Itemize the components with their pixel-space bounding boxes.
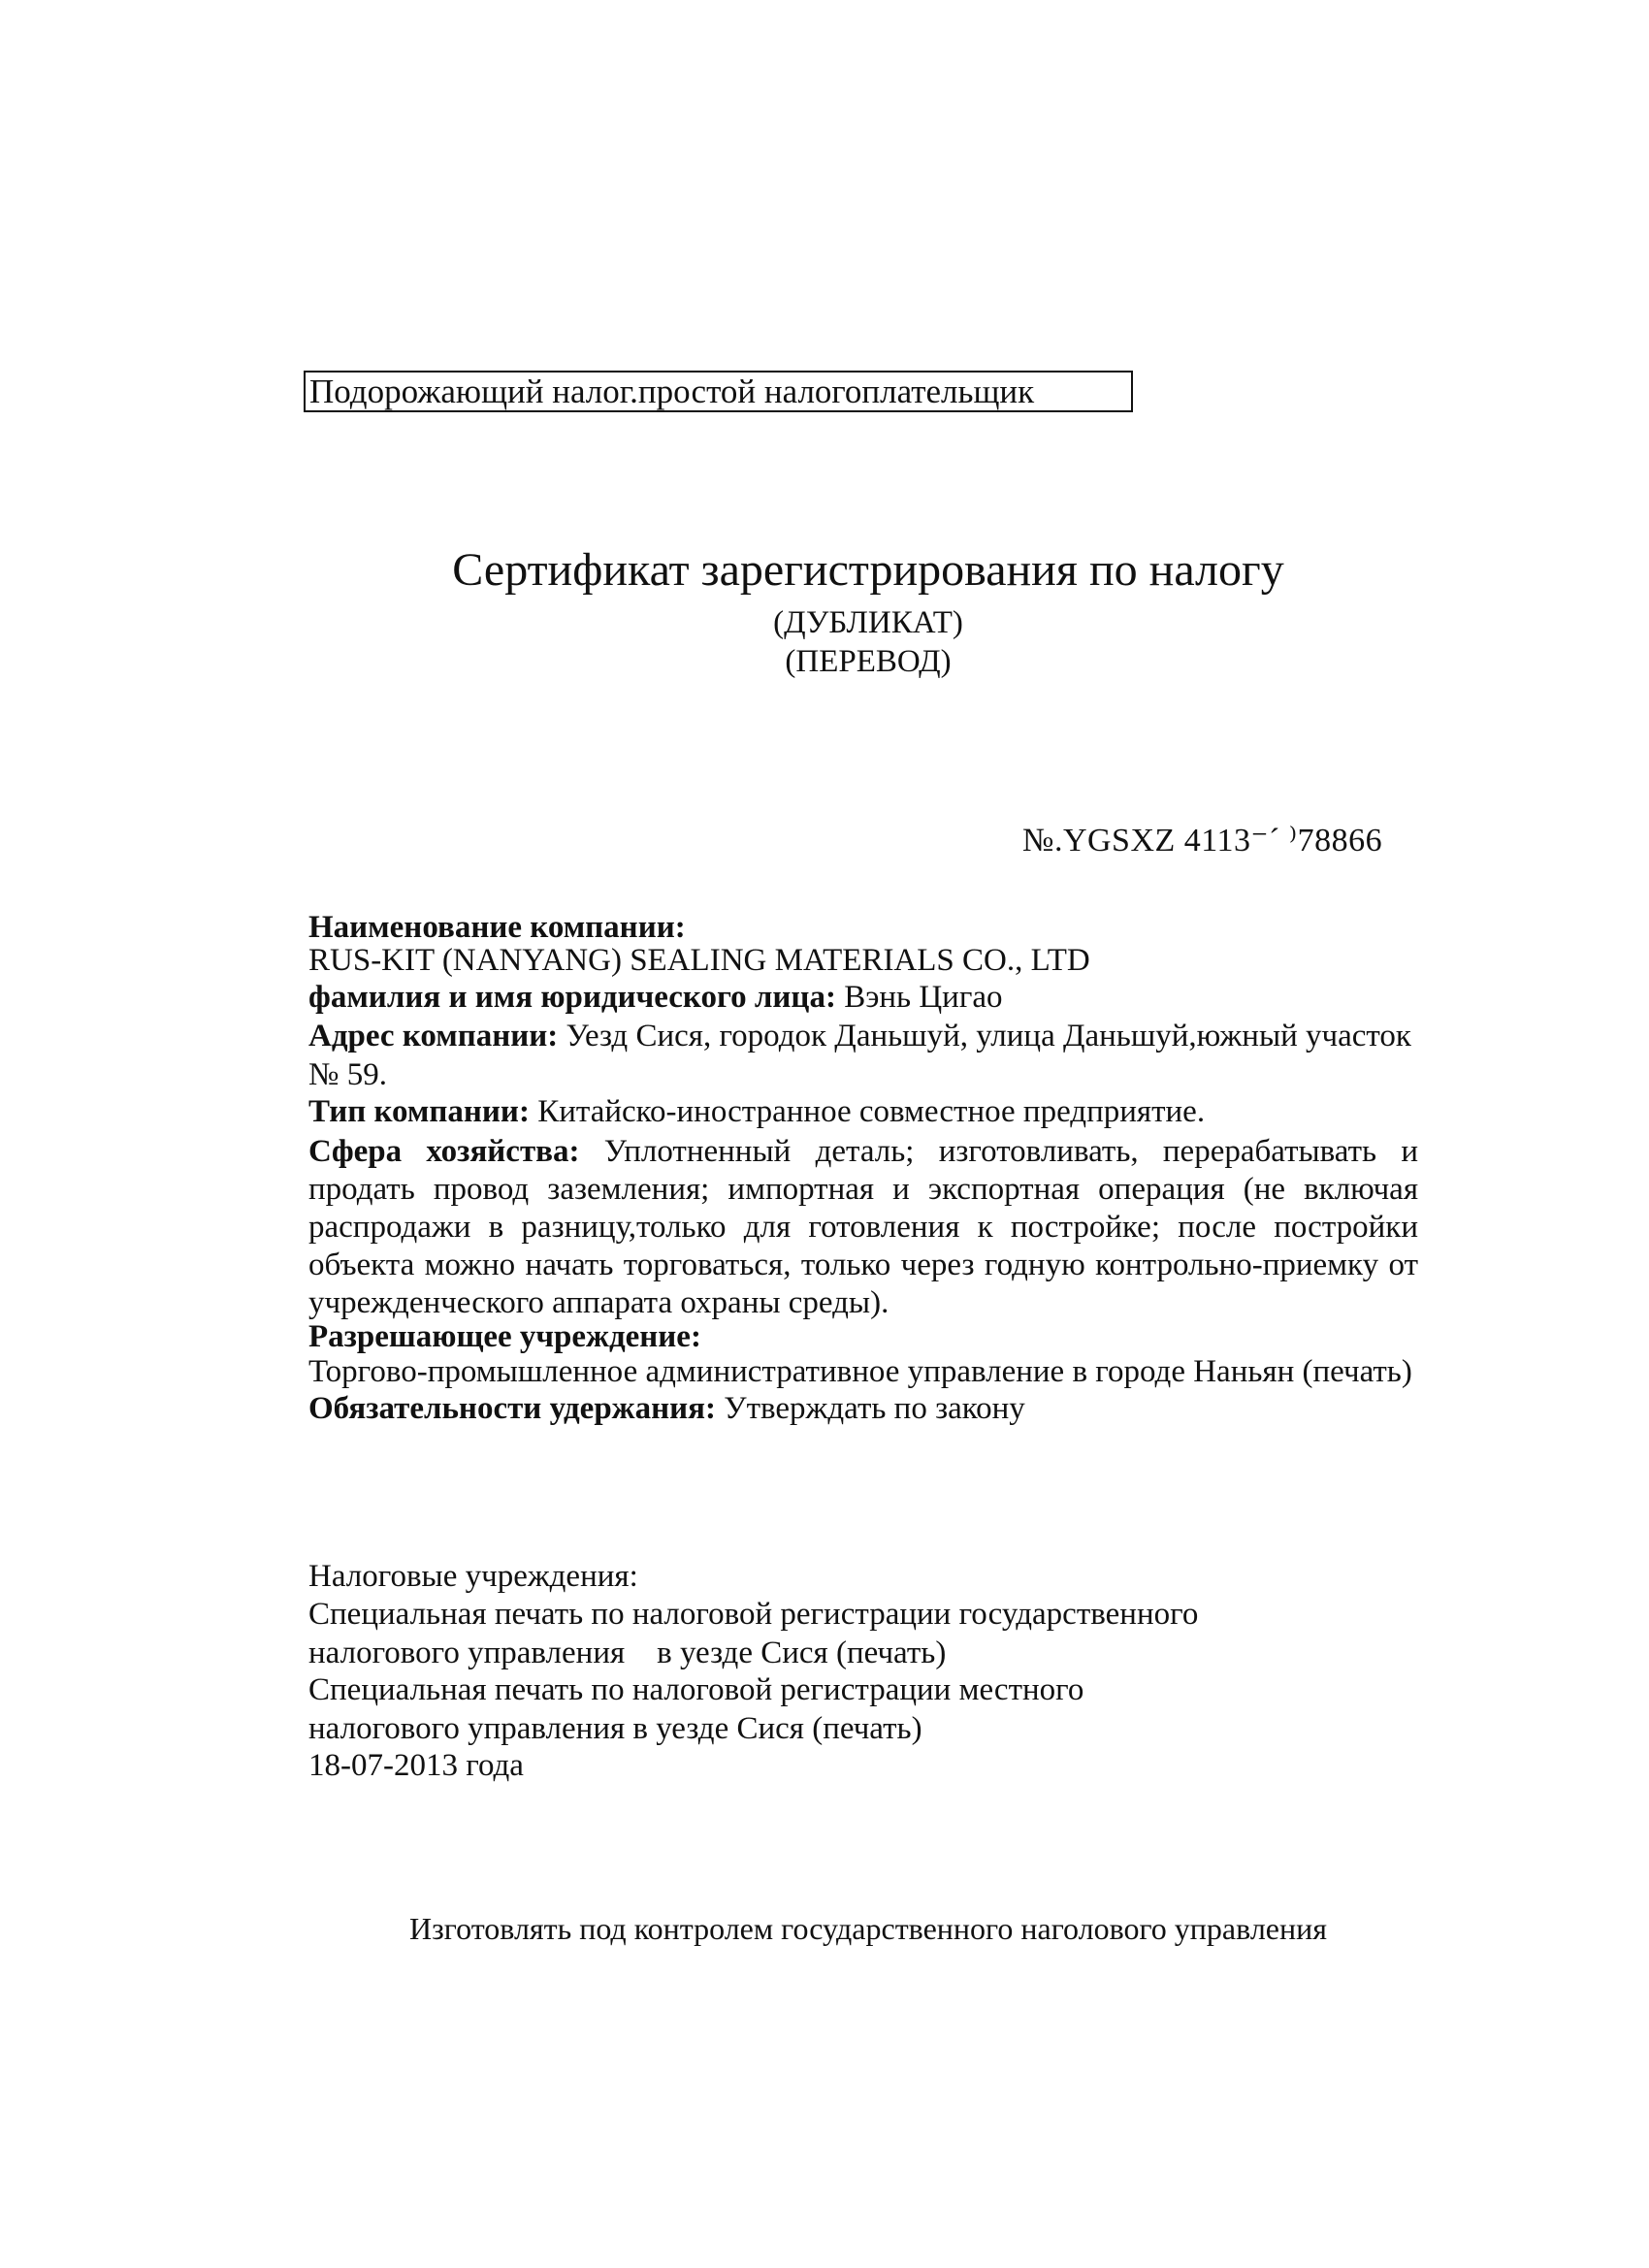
approval-authority-value: Торгово-промышленное административное управление в городе Наньян (печать) <box>308 1354 1412 1389</box>
business-scope <box>308 1133 1418 1322</box>
approval-authority-label: Разрешающее учреждение: <box>308 1319 701 1354</box>
scope-label: Сфера хозяйства: <box>308 1134 580 1169</box>
withholding-label: Обязательности удержания: <box>308 1391 716 1426</box>
address-label: Адрес компании: <box>308 1019 559 1053</box>
tax-authority-line2: налогового управления в уезде Сися (печать) <box>308 1636 947 1670</box>
withholding-value: Утверждать по закону <box>715 1391 1025 1426</box>
tax-authority-line1: Специальная печать по налоговой регистрации государственного <box>308 1597 1199 1632</box>
tax-authorities-label: Налоговые учреждения: <box>308 1559 638 1594</box>
address-value-cont: № 59. <box>308 1057 387 1092</box>
tax-authority-line3: Специальная печать по налоговой регистрации местного <box>308 1672 1084 1707</box>
company-type <box>308 1094 1205 1130</box>
tax-authority-line4: налогового управления в уезде Сися (печать) <box>308 1711 922 1746</box>
footer-note: Изготовлять под контролем государственного наголового управления <box>409 1911 1327 1946</box>
legal-rep-label: фамилия и имя юридического лица: <box>308 980 836 1015</box>
taxpayer-type-box <box>304 371 1133 412</box>
scope-value: Уплотненный деталь; изготовливать, перерабатывать и продать провод заземления; импортная и экспортная операция (не включая распродажи в разницу,только для готовления к постройке; после постройки объекта можно начать торговаться, только через годную контрольно-приемку от учрежденческого аппарата охраны среды). <box>308 1134 1419 1320</box>
issue-date: 18-07-2013 года <box>308 1748 524 1783</box>
translation-label: (ПЕРЕВОД) <box>785 644 952 679</box>
withholding-obligations <box>308 1391 1025 1427</box>
company-address <box>308 1019 1411 1054</box>
taxpayer-type: Подорожающий налог.простой налогоплательщик <box>309 373 1035 410</box>
company-name-value: RUS-KIT (NANYANG) SEALING MATERIALS CO., LTD <box>308 943 1090 978</box>
certificate-number: №.YGSXZ 4113⁻´ ⁾78866 <box>1022 823 1383 859</box>
legal-representative <box>308 980 1003 1016</box>
duplicate-label: (ДУБЛИКАТ) <box>773 605 963 640</box>
company-type-label: Тип компании: <box>308 1094 530 1129</box>
document-title: Сертификат зарегистрирования по налогу <box>452 544 1284 596</box>
company-name-label: Наименование компании: <box>308 910 686 945</box>
address-value: Уезд Сися, городок Даньшуй, улица Даньшуй,южный участок <box>558 1019 1411 1053</box>
legal-rep-value: Вэнь Цигао <box>835 980 1003 1015</box>
company-type-value: Китайско-иностранное совместное предприятие. <box>529 1094 1206 1129</box>
